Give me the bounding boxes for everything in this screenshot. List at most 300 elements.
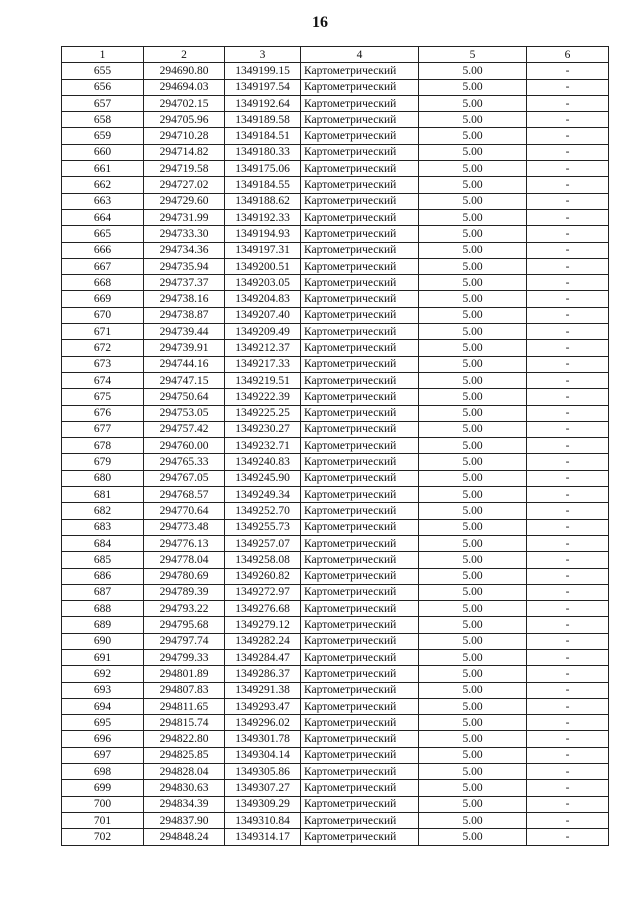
method-cell: Картометрический bbox=[301, 535, 419, 551]
y-coordinate-cell: 1349258.08 bbox=[225, 552, 301, 568]
table-row bbox=[62, 698, 609, 714]
table-row bbox=[62, 601, 609, 617]
method-cell: Картометрический bbox=[301, 421, 419, 437]
x-coordinate-cell: 294799.33 bbox=[144, 649, 225, 665]
method-cell: Картометрический bbox=[301, 112, 419, 128]
y-coordinate-cell: 1349199.15 bbox=[225, 63, 301, 79]
accuracy-cell: 5.00 bbox=[419, 79, 527, 95]
table-row bbox=[62, 470, 609, 486]
point-number-cell: 668 bbox=[62, 275, 144, 291]
point-number-cell: 682 bbox=[62, 503, 144, 519]
note-cell: - bbox=[527, 470, 609, 486]
table-row bbox=[62, 764, 609, 780]
x-coordinate-cell: 294807.83 bbox=[144, 682, 225, 698]
accuracy-cell: 5.00 bbox=[419, 829, 527, 845]
note-cell: - bbox=[527, 324, 609, 340]
point-number-cell: 655 bbox=[62, 63, 144, 79]
method-cell: Картометрический bbox=[301, 731, 419, 747]
method-cell: Картометрический bbox=[301, 128, 419, 144]
method-cell: Картометрический bbox=[301, 258, 419, 274]
y-coordinate-cell: 1349307.27 bbox=[225, 780, 301, 796]
table-row bbox=[62, 226, 609, 242]
accuracy-cell: 5.00 bbox=[419, 584, 527, 600]
x-coordinate-cell: 294778.04 bbox=[144, 552, 225, 568]
table-row bbox=[62, 503, 609, 519]
point-number-cell: 699 bbox=[62, 780, 144, 796]
method-cell: Картометрический bbox=[301, 242, 419, 258]
point-number-cell: 672 bbox=[62, 340, 144, 356]
column-header: 5 bbox=[419, 47, 527, 63]
x-coordinate-cell: 294705.96 bbox=[144, 112, 225, 128]
note-cell: - bbox=[527, 421, 609, 437]
method-cell: Картометрический bbox=[301, 829, 419, 845]
table-row bbox=[62, 356, 609, 372]
y-coordinate-cell: 1349245.90 bbox=[225, 470, 301, 486]
accuracy-cell: 5.00 bbox=[419, 144, 527, 160]
method-cell: Картометрический bbox=[301, 715, 419, 731]
accuracy-cell: 5.00 bbox=[419, 633, 527, 649]
x-coordinate-cell: 294733.30 bbox=[144, 226, 225, 242]
x-coordinate-cell: 294694.03 bbox=[144, 79, 225, 95]
x-coordinate-cell: 294765.33 bbox=[144, 454, 225, 470]
point-number-cell: 660 bbox=[62, 144, 144, 160]
y-coordinate-cell: 1349189.58 bbox=[225, 112, 301, 128]
note-cell: - bbox=[527, 112, 609, 128]
method-cell: Картометрический bbox=[301, 275, 419, 291]
point-number-cell: 692 bbox=[62, 666, 144, 682]
point-number-cell: 687 bbox=[62, 584, 144, 600]
x-coordinate-cell: 294690.80 bbox=[144, 63, 225, 79]
table-row bbox=[62, 649, 609, 665]
column-header: 6 bbox=[527, 47, 609, 63]
y-coordinate-cell: 1349192.64 bbox=[225, 95, 301, 111]
note-cell: - bbox=[527, 829, 609, 845]
y-coordinate-cell: 1349180.33 bbox=[225, 144, 301, 160]
table-row bbox=[62, 275, 609, 291]
x-coordinate-cell: 294702.15 bbox=[144, 95, 225, 111]
method-cell: Картометрический bbox=[301, 226, 419, 242]
y-coordinate-cell: 1349222.39 bbox=[225, 389, 301, 405]
x-coordinate-cell: 294738.87 bbox=[144, 307, 225, 323]
accuracy-cell: 5.00 bbox=[419, 601, 527, 617]
note-cell: - bbox=[527, 796, 609, 812]
accuracy-cell: 5.00 bbox=[419, 503, 527, 519]
accuracy-cell: 5.00 bbox=[419, 438, 527, 454]
note-cell: - bbox=[527, 747, 609, 763]
note-cell: - bbox=[527, 568, 609, 584]
method-cell: Картометрический bbox=[301, 649, 419, 665]
point-number-cell: 688 bbox=[62, 601, 144, 617]
point-number-cell: 694 bbox=[62, 698, 144, 714]
method-cell: Картометрический bbox=[301, 552, 419, 568]
point-number-cell: 659 bbox=[62, 128, 144, 144]
method-cell: Картометрический bbox=[301, 372, 419, 388]
accuracy-cell: 5.00 bbox=[419, 698, 527, 714]
point-number-cell: 669 bbox=[62, 291, 144, 307]
accuracy-cell: 5.00 bbox=[419, 63, 527, 79]
accuracy-cell: 5.00 bbox=[419, 209, 527, 225]
table-row bbox=[62, 324, 609, 340]
note-cell: - bbox=[527, 79, 609, 95]
accuracy-cell: 5.00 bbox=[419, 372, 527, 388]
point-number-cell: 701 bbox=[62, 812, 144, 828]
accuracy-cell: 5.00 bbox=[419, 405, 527, 421]
x-coordinate-cell: 294789.39 bbox=[144, 584, 225, 600]
note-cell: - bbox=[527, 698, 609, 714]
point-number-cell: 678 bbox=[62, 438, 144, 454]
y-coordinate-cell: 1349293.47 bbox=[225, 698, 301, 714]
method-cell: Картометрический bbox=[301, 747, 419, 763]
y-coordinate-cell: 1349232.71 bbox=[225, 438, 301, 454]
table-row bbox=[62, 112, 609, 128]
y-coordinate-cell: 1349257.07 bbox=[225, 535, 301, 551]
x-coordinate-cell: 294848.24 bbox=[144, 829, 225, 845]
table-row bbox=[62, 421, 609, 437]
x-coordinate-cell: 294738.16 bbox=[144, 291, 225, 307]
note-cell: - bbox=[527, 389, 609, 405]
point-number-cell: 656 bbox=[62, 79, 144, 95]
point-number-cell: 685 bbox=[62, 552, 144, 568]
y-coordinate-cell: 1349284.47 bbox=[225, 649, 301, 665]
point-number-cell: 671 bbox=[62, 324, 144, 340]
method-cell: Картометрический bbox=[301, 79, 419, 95]
accuracy-cell: 5.00 bbox=[419, 324, 527, 340]
y-coordinate-cell: 1349314.17 bbox=[225, 829, 301, 845]
y-coordinate-cell: 1349197.31 bbox=[225, 242, 301, 258]
y-coordinate-cell: 1349272.97 bbox=[225, 584, 301, 600]
point-number-cell: 676 bbox=[62, 405, 144, 421]
method-cell: Картометрический bbox=[301, 95, 419, 111]
note-cell: - bbox=[527, 503, 609, 519]
method-cell: Картометрический bbox=[301, 177, 419, 193]
method-cell: Картометрический bbox=[301, 470, 419, 486]
note-cell: - bbox=[527, 731, 609, 747]
accuracy-cell: 5.00 bbox=[419, 812, 527, 828]
accuracy-cell: 5.00 bbox=[419, 307, 527, 323]
table-row bbox=[62, 829, 609, 845]
y-coordinate-cell: 1349192.33 bbox=[225, 209, 301, 225]
y-coordinate-cell: 1349188.62 bbox=[225, 193, 301, 209]
accuracy-cell: 5.00 bbox=[419, 796, 527, 812]
method-cell: Картометрический bbox=[301, 307, 419, 323]
x-coordinate-cell: 294739.44 bbox=[144, 324, 225, 340]
table-row bbox=[62, 405, 609, 421]
accuracy-cell: 5.00 bbox=[419, 519, 527, 535]
x-coordinate-cell: 294837.90 bbox=[144, 812, 225, 828]
method-cell: Картометрический bbox=[301, 503, 419, 519]
method-cell: Картометрический bbox=[301, 698, 419, 714]
method-cell: Картометрический bbox=[301, 584, 419, 600]
x-coordinate-cell: 294834.39 bbox=[144, 796, 225, 812]
method-cell: Картометрический bbox=[301, 324, 419, 340]
y-coordinate-cell: 1349203.05 bbox=[225, 275, 301, 291]
method-cell: Картометрический bbox=[301, 601, 419, 617]
accuracy-cell: 5.00 bbox=[419, 747, 527, 763]
note-cell: - bbox=[527, 715, 609, 731]
x-coordinate-cell: 294753.05 bbox=[144, 405, 225, 421]
note-cell: - bbox=[527, 764, 609, 780]
table-row bbox=[62, 438, 609, 454]
note-cell: - bbox=[527, 552, 609, 568]
x-coordinate-cell: 294727.02 bbox=[144, 177, 225, 193]
y-coordinate-cell: 1349291.38 bbox=[225, 682, 301, 698]
accuracy-cell: 5.00 bbox=[419, 258, 527, 274]
table-row bbox=[62, 454, 609, 470]
point-number-cell: 661 bbox=[62, 161, 144, 177]
accuracy-cell: 5.00 bbox=[419, 454, 527, 470]
point-number-cell: 665 bbox=[62, 226, 144, 242]
accuracy-cell: 5.00 bbox=[419, 193, 527, 209]
accuracy-cell: 5.00 bbox=[419, 568, 527, 584]
x-coordinate-cell: 294770.64 bbox=[144, 503, 225, 519]
point-number-cell: 667 bbox=[62, 258, 144, 274]
table-row bbox=[62, 340, 609, 356]
accuracy-cell: 5.00 bbox=[419, 356, 527, 372]
note-cell: - bbox=[527, 307, 609, 323]
note-cell: - bbox=[527, 519, 609, 535]
method-cell: Картометрический bbox=[301, 356, 419, 372]
method-cell: Картометрический bbox=[301, 633, 419, 649]
x-coordinate-cell: 294744.16 bbox=[144, 356, 225, 372]
point-number-cell: 664 bbox=[62, 209, 144, 225]
point-number-cell: 657 bbox=[62, 95, 144, 111]
note-cell: - bbox=[527, 438, 609, 454]
point-number-cell: 696 bbox=[62, 731, 144, 747]
note-cell: - bbox=[527, 780, 609, 796]
note-cell: - bbox=[527, 63, 609, 79]
x-coordinate-cell: 294719.58 bbox=[144, 161, 225, 177]
accuracy-cell: 5.00 bbox=[419, 715, 527, 731]
x-coordinate-cell: 294767.05 bbox=[144, 470, 225, 486]
table-row bbox=[62, 242, 609, 258]
table-row bbox=[62, 307, 609, 323]
method-cell: Картометрический bbox=[301, 209, 419, 225]
method-cell: Картометрический bbox=[301, 161, 419, 177]
note-cell: - bbox=[527, 601, 609, 617]
table-row bbox=[62, 682, 609, 698]
note-cell: - bbox=[527, 812, 609, 828]
accuracy-cell: 5.00 bbox=[419, 731, 527, 747]
y-coordinate-cell: 1349249.34 bbox=[225, 487, 301, 503]
point-number-cell: 693 bbox=[62, 682, 144, 698]
note-cell: - bbox=[527, 209, 609, 225]
x-coordinate-cell: 294731.99 bbox=[144, 209, 225, 225]
method-cell: Картометрический bbox=[301, 389, 419, 405]
x-coordinate-cell: 294737.37 bbox=[144, 275, 225, 291]
point-number-cell: 702 bbox=[62, 829, 144, 845]
table-row bbox=[62, 747, 609, 763]
method-cell: Картометрический bbox=[301, 340, 419, 356]
table-header-row bbox=[62, 47, 609, 63]
x-coordinate-cell: 294828.04 bbox=[144, 764, 225, 780]
table-row bbox=[62, 487, 609, 503]
x-coordinate-cell: 294773.48 bbox=[144, 519, 225, 535]
point-number-cell: 681 bbox=[62, 487, 144, 503]
method-cell: Картометрический bbox=[301, 144, 419, 160]
x-coordinate-cell: 294780.69 bbox=[144, 568, 225, 584]
x-coordinate-cell: 294793.22 bbox=[144, 601, 225, 617]
y-coordinate-cell: 1349197.54 bbox=[225, 79, 301, 95]
y-coordinate-cell: 1349282.24 bbox=[225, 633, 301, 649]
method-cell: Картометрический bbox=[301, 780, 419, 796]
x-coordinate-cell: 294811.65 bbox=[144, 698, 225, 714]
point-number-cell: 677 bbox=[62, 421, 144, 437]
y-coordinate-cell: 1349304.14 bbox=[225, 747, 301, 763]
note-cell: - bbox=[527, 193, 609, 209]
y-coordinate-cell: 1349175.06 bbox=[225, 161, 301, 177]
method-cell: Картометрический bbox=[301, 454, 419, 470]
note-cell: - bbox=[527, 128, 609, 144]
x-coordinate-cell: 294760.00 bbox=[144, 438, 225, 454]
column-header: 4 bbox=[301, 47, 419, 63]
coordinates-table bbox=[61, 46, 609, 846]
point-number-cell: 700 bbox=[62, 796, 144, 812]
x-coordinate-cell: 294734.36 bbox=[144, 242, 225, 258]
y-coordinate-cell: 1349212.37 bbox=[225, 340, 301, 356]
point-number-cell: 658 bbox=[62, 112, 144, 128]
note-cell: - bbox=[527, 275, 609, 291]
accuracy-cell: 5.00 bbox=[419, 226, 527, 242]
y-coordinate-cell: 1349200.51 bbox=[225, 258, 301, 274]
y-coordinate-cell: 1349209.49 bbox=[225, 324, 301, 340]
point-number-cell: 695 bbox=[62, 715, 144, 731]
table-row bbox=[62, 193, 609, 209]
point-number-cell: 673 bbox=[62, 356, 144, 372]
point-number-cell: 674 bbox=[62, 372, 144, 388]
y-coordinate-cell: 1349184.51 bbox=[225, 128, 301, 144]
note-cell: - bbox=[527, 584, 609, 600]
note-cell: - bbox=[527, 242, 609, 258]
table-row bbox=[62, 177, 609, 193]
table-row bbox=[62, 95, 609, 111]
point-number-cell: 675 bbox=[62, 389, 144, 405]
point-number-cell: 679 bbox=[62, 454, 144, 470]
table-row bbox=[62, 584, 609, 600]
table-row bbox=[62, 617, 609, 633]
accuracy-cell: 5.00 bbox=[419, 389, 527, 405]
table-row bbox=[62, 812, 609, 828]
note-cell: - bbox=[527, 633, 609, 649]
accuracy-cell: 5.00 bbox=[419, 421, 527, 437]
method-cell: Картометрический bbox=[301, 487, 419, 503]
accuracy-cell: 5.00 bbox=[419, 161, 527, 177]
y-coordinate-cell: 1349194.93 bbox=[225, 226, 301, 242]
x-coordinate-cell: 294710.28 bbox=[144, 128, 225, 144]
point-number-cell: 666 bbox=[62, 242, 144, 258]
accuracy-cell: 5.00 bbox=[419, 128, 527, 144]
note-cell: - bbox=[527, 291, 609, 307]
note-cell: - bbox=[527, 177, 609, 193]
x-coordinate-cell: 294739.91 bbox=[144, 340, 225, 356]
point-number-cell: 670 bbox=[62, 307, 144, 323]
note-cell: - bbox=[527, 454, 609, 470]
table-row bbox=[62, 780, 609, 796]
column-header: 1 bbox=[62, 47, 144, 63]
accuracy-cell: 5.00 bbox=[419, 666, 527, 682]
accuracy-cell: 5.00 bbox=[419, 617, 527, 633]
table-row bbox=[62, 666, 609, 682]
table-body bbox=[62, 63, 609, 845]
accuracy-cell: 5.00 bbox=[419, 340, 527, 356]
y-coordinate-cell: 1349305.86 bbox=[225, 764, 301, 780]
note-cell: - bbox=[527, 161, 609, 177]
table-row bbox=[62, 128, 609, 144]
point-number-cell: 691 bbox=[62, 649, 144, 665]
y-coordinate-cell: 1349204.83 bbox=[225, 291, 301, 307]
point-number-cell: 683 bbox=[62, 519, 144, 535]
table-row bbox=[62, 519, 609, 535]
method-cell: Картометрический bbox=[301, 796, 419, 812]
method-cell: Картометрический bbox=[301, 193, 419, 209]
note-cell: - bbox=[527, 356, 609, 372]
note-cell: - bbox=[527, 682, 609, 698]
x-coordinate-cell: 294757.42 bbox=[144, 421, 225, 437]
note-cell: - bbox=[527, 340, 609, 356]
table-row bbox=[62, 144, 609, 160]
accuracy-cell: 5.00 bbox=[419, 487, 527, 503]
table-row bbox=[62, 79, 609, 95]
point-number-cell: 663 bbox=[62, 193, 144, 209]
method-cell: Картометрический bbox=[301, 764, 419, 780]
note-cell: - bbox=[527, 372, 609, 388]
x-coordinate-cell: 294747.15 bbox=[144, 372, 225, 388]
table-row bbox=[62, 372, 609, 388]
y-coordinate-cell: 1349255.73 bbox=[225, 519, 301, 535]
table-row bbox=[62, 161, 609, 177]
y-coordinate-cell: 1349309.29 bbox=[225, 796, 301, 812]
method-cell: Картометрический bbox=[301, 291, 419, 307]
note-cell: - bbox=[527, 535, 609, 551]
y-coordinate-cell: 1349225.25 bbox=[225, 405, 301, 421]
y-coordinate-cell: 1349279.12 bbox=[225, 617, 301, 633]
x-coordinate-cell: 294815.74 bbox=[144, 715, 225, 731]
y-coordinate-cell: 1349252.70 bbox=[225, 503, 301, 519]
method-cell: Картометрический bbox=[301, 438, 419, 454]
x-coordinate-cell: 294776.13 bbox=[144, 535, 225, 551]
accuracy-cell: 5.00 bbox=[419, 682, 527, 698]
method-cell: Картометрический bbox=[301, 568, 419, 584]
point-number-cell: 690 bbox=[62, 633, 144, 649]
note-cell: - bbox=[527, 144, 609, 160]
method-cell: Картометрический bbox=[301, 405, 419, 421]
table-row bbox=[62, 731, 609, 747]
x-coordinate-cell: 294768.57 bbox=[144, 487, 225, 503]
x-coordinate-cell: 294822.80 bbox=[144, 731, 225, 747]
table-row bbox=[62, 552, 609, 568]
accuracy-cell: 5.00 bbox=[419, 470, 527, 486]
accuracy-cell: 5.00 bbox=[419, 275, 527, 291]
method-cell: Картометрический bbox=[301, 63, 419, 79]
y-coordinate-cell: 1349276.68 bbox=[225, 601, 301, 617]
table-row bbox=[62, 715, 609, 731]
page-number: 16 bbox=[312, 14, 328, 31]
method-cell: Картометрический bbox=[301, 666, 419, 682]
accuracy-cell: 5.00 bbox=[419, 764, 527, 780]
y-coordinate-cell: 1349286.37 bbox=[225, 666, 301, 682]
y-coordinate-cell: 1349260.82 bbox=[225, 568, 301, 584]
accuracy-cell: 5.00 bbox=[419, 177, 527, 193]
y-coordinate-cell: 1349184.55 bbox=[225, 177, 301, 193]
accuracy-cell: 5.00 bbox=[419, 95, 527, 111]
point-number-cell: 680 bbox=[62, 470, 144, 486]
point-number-cell: 686 bbox=[62, 568, 144, 584]
accuracy-cell: 5.00 bbox=[419, 242, 527, 258]
y-coordinate-cell: 1349217.33 bbox=[225, 356, 301, 372]
table-row bbox=[62, 291, 609, 307]
point-number-cell: 689 bbox=[62, 617, 144, 633]
x-coordinate-cell: 294801.89 bbox=[144, 666, 225, 682]
table-row bbox=[62, 535, 609, 551]
